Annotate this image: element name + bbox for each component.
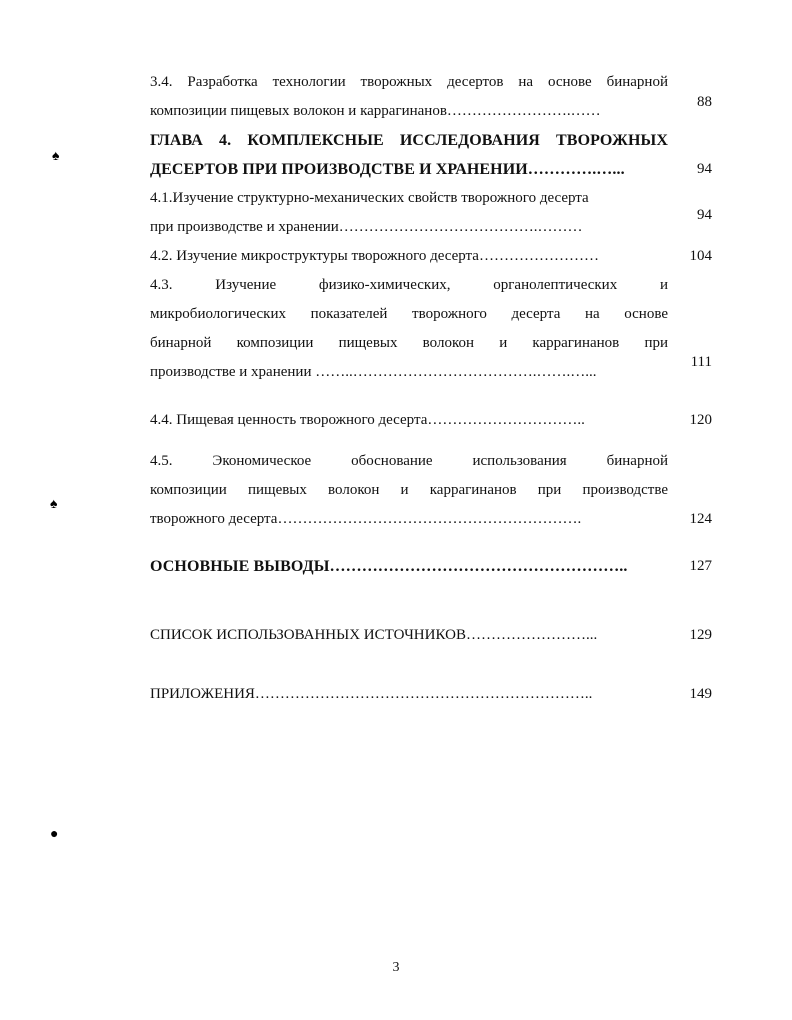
toc-line: ДЕСЕРТОВ ПРИ ПРОИЗВОДСТВЕ И ХРАНЕНИИ………….…... <box>150 161 625 178</box>
toc-entry-3-4 <box>150 68 712 126</box>
toc-entry-text <box>150 406 668 435</box>
toc-entry-appendices <box>150 680 712 709</box>
toc-entry-text <box>150 242 668 271</box>
toc-line: 4.1.Изучение структурно-механических свойств творожного десерта <box>150 190 589 206</box>
binding-mark-icon: ● <box>50 827 59 842</box>
toc-page-number: 94 <box>697 161 712 177</box>
toc-page-number: 129 <box>689 627 712 643</box>
binding-mark-icon: ♠ <box>52 149 60 164</box>
toc-line: творожного десерта……………………………………………………. <box>150 511 582 527</box>
toc-line: ПРИЛОЖЕНИЯ………………………………………………………….. <box>150 686 593 702</box>
toc-entry-text <box>150 184 668 242</box>
toc-entry-conclusions <box>150 552 712 581</box>
toc-entry-4-2 <box>150 242 712 271</box>
toc-line: ОСНОВНЫЕ ВЫВОДЫ……………………………………………….. <box>150 558 628 575</box>
toc-line: при производстве и хранении………………………………….……… <box>150 219 583 235</box>
binding-mark-icon: ♠ <box>50 497 58 512</box>
toc-page-number: 94 <box>697 207 712 223</box>
toc-line: ГЛАВА 4. КОМПЛЕКСНЫЕ ИССЛЕДОВАНИЯ ТВОРОЖНЫХ <box>150 132 668 149</box>
toc-page-number: 124 <box>689 511 712 527</box>
toc-page-number: 120 <box>689 412 712 428</box>
toc-page-number: 127 <box>689 558 712 574</box>
toc-entry-text <box>150 680 668 709</box>
toc-line: микробиологических показателей творожного десерта на основе <box>150 306 668 322</box>
toc-entry-chapter-4 <box>150 126 712 184</box>
toc-line: композиции пищевых волокон и каррагинанов…………………….…… <box>150 103 601 119</box>
toc-line: 4.3. Изучение физико-химических, органолептических и <box>150 277 668 293</box>
toc-entry-text <box>150 68 668 126</box>
toc-entry-text <box>150 447 668 534</box>
toc-line: композиции пищевых волокон и каррагинанов при производстве <box>150 482 668 498</box>
toc-line: 4.5. Экономическое обоснование использования бинарной <box>150 453 668 469</box>
toc-entry-text <box>150 552 668 581</box>
toc-page-number: 149 <box>689 686 712 702</box>
toc-line: производстве и хранении ……..……………………………….…….…... <box>150 364 597 380</box>
toc-entry-4-1 <box>150 184 712 242</box>
toc-line: 4.4. Пищевая ценность творожного десерта………………………….. <box>150 412 585 428</box>
toc-entry-4-5 <box>150 447 712 534</box>
toc-entry-text <box>150 271 668 387</box>
toc-entry-text <box>150 126 668 184</box>
toc-entry-text <box>150 621 668 650</box>
toc-entry-4-4 <box>150 406 712 435</box>
toc-page-number: 88 <box>697 94 712 110</box>
toc-line: СПИСОК ИСПОЛЬЗОВАННЫХ ИСТОЧНИКОВ……………………... <box>150 627 598 643</box>
toc-line: бинарной композиции пищевых волокон и каррагинанов при <box>150 335 668 351</box>
toc-entry-references <box>150 621 712 650</box>
toc-page-number: 111 <box>690 354 712 370</box>
toc-entry-4-3 <box>150 271 712 387</box>
toc-page-number: 104 <box>689 248 712 264</box>
toc-line: 4.2. Изучение микроструктуры творожного десерта…………………… <box>150 248 599 264</box>
toc-line: 3.4. Разработка технологии творожных десертов на основе бинарной <box>150 74 668 90</box>
page-number-footer: 3 <box>392 960 400 975</box>
